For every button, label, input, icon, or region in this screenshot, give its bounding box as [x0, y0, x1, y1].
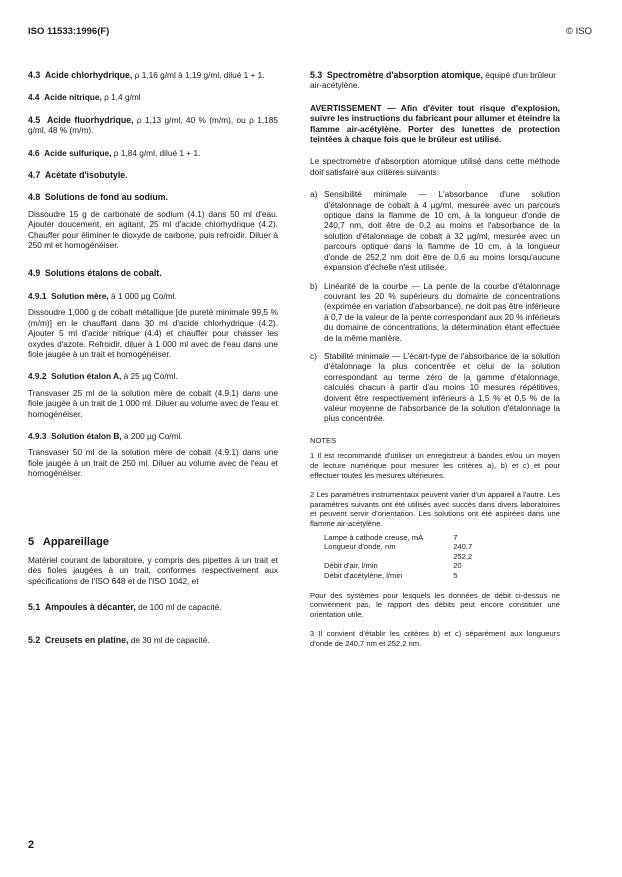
param-value: 7	[453, 532, 458, 542]
section-title: Acide fluorhydrique,	[46, 114, 134, 125]
criterion-label: c)	[310, 350, 317, 361]
section-text: ρ 1,13 g/ml, 40 % (m/m), ou ρ 1,185 g/ml, 48 % (m/m).	[28, 114, 278, 136]
section-text: de 30 ml de capacité.	[128, 634, 210, 645]
criterion-c	[310, 351, 560, 424]
section-title: Acétate d'isobutyle.	[44, 170, 128, 181]
section-4-7	[28, 170, 278, 180]
section-title: Spectromètre d'absorption atomique,	[326, 70, 483, 80]
section-text: à 200 µg Co/ml.	[121, 430, 183, 441]
criterion-text: Linéarité de la courbe — La pente de la courbe d'étalonnage couvrant les 20 % supérieurs du domaine de concentrations (exprimée en variation d'absorbance), ne doit pas être inférieure à 0,7 de la valeur de la pente correspondant aux 20 % inférieurs du domaine de concentrations, la détermination étant effectuée de la même manière.	[324, 280, 560, 343]
section-title: Ampoules à décanter,	[44, 602, 136, 613]
note-2-continued: Pour des systèmes pour lesquels les données de débit ci-dessus ne conviennent pas, le rapport des débits peut encore constituer une orientation utile.	[310, 590, 560, 619]
section-4-3	[28, 70, 278, 80]
section-number: 4.8	[28, 192, 41, 203]
note-2: 2 Les paramètres instrumentaux peuvent varier d'un appareil à l'autre. Les paramètres suivants ont été utilisés avec succès dans divers laboratoires et peuvent servir d'orientation. Les solutions ont été aspirées dans une flamme air-acétylène.	[310, 490, 560, 528]
section-text: de 100 ml de capacité.	[135, 602, 222, 613]
section-title: Solutions étalons de cobalt.	[44, 268, 162, 279]
criterion-label: a)	[310, 189, 318, 200]
section-number: 4.5	[28, 114, 41, 125]
instrument-parameters-table	[324, 533, 472, 581]
section-number: 4.9.1	[28, 290, 47, 301]
criterion-text: Stabilité minimale — L'écart-type de l'absorbance de la solution d'étalonnage la plus concentrée et celui de la solution correspondant au terme zéro de la gamme d'étalonnage, calculés chacun à partir d'au moins 10 mesures répétitives, doivent être respectivement inférieurs à 1,5 % et 0,5 % de la valeur moyenne de l'absorbance de la solution d'étalonnage la plus concentrée.	[324, 350, 560, 424]
section-number: 5	[28, 535, 35, 548]
page-number: 2	[28, 839, 35, 851]
section-number: 5.3	[310, 70, 323, 80]
section-4-4	[28, 92, 278, 102]
section-5-3	[310, 70, 560, 91]
section-number: 4.9	[28, 268, 41, 279]
section-text: à 1 000 µg Co/ml.	[108, 290, 177, 301]
criterion-b	[310, 281, 560, 343]
table-row	[324, 561, 472, 571]
section-text: ρ 1,16 g/ml à 1,19 g/ml, dilué 1 + 1.	[132, 70, 265, 80]
section-number: 4.9.2	[28, 371, 47, 382]
section-text: équipé d'un brûleur air-acétylène.	[310, 70, 557, 91]
notes-title: NOTES	[310, 435, 337, 445]
section-text: ρ 1,4 g/ml	[101, 92, 141, 103]
section-4-9-1	[28, 291, 278, 359]
section-4-5	[28, 115, 278, 136]
section-body: Dissoudre 1,000 g de cobalt métallique [de pureté minimale 99,5 % (m/m)] en le chauffant dans 30 ml d'acide chlorhydrique (4.2). Ajouter 5 ml d'acide nitrique (4.4) et chauffer pour chasser les oxydes d'azote. Refroidir, diluer à 1 000 ml avec de l'eau dans une fiole jaugée à un trait et homogénéiser.	[28, 307, 278, 359]
section-title: Solution mère,	[51, 290, 109, 301]
param-value: 20	[453, 561, 462, 571]
section-body: Dissoudre 15 g de carbonate de sodium (4.1) dans 50 ml d'eau. Ajouter doucement, en agitant, 25 ml d'acide chlorhydrique (4.2). Chauffer pour éliminer le dioxyde de carbone, puis refroidir. Diluer à 250 ml et homogénéiser.	[28, 208, 278, 251]
section-5-body: Matériel courant de laboratoire, y compris des pipettes à un trait et des fioles jaugées à un trait, conformes respectivement aux spécifications de l'ISO 648 et de l'ISO 1042, et	[28, 554, 278, 586]
section-5-1	[28, 602, 278, 612]
param-name: Longueur d'onde, nm	[324, 542, 396, 552]
param-name: Débit d'air, l/min	[324, 561, 378, 571]
criterion-text: Sensibilité minimale — L'absorbance d'une solution d'étalonnage de cobalt à 4 µg/ml, mesurée avec un parcours optique dans la flamme de 10 cm, à la longueur d'onde de 240,7 nm, doit être de 0,2 au moins et l'absorbance de la solution d'étalonnage de cobalt à 32 µg/ml, mesurée avec un parcours optique dans la flamme de 10 cm, à la longueur d'onde de 252,2 nm doit être de 0,6 au moins lorsqu'aucune expansion d'échelle n'est utilisée.	[324, 189, 560, 273]
param-value: 240,7	[453, 542, 473, 552]
section-4-9-2	[28, 371, 278, 419]
notes-section	[310, 436, 560, 649]
section-title: Solution étalon B,	[51, 430, 122, 441]
section-number: 4.6	[28, 147, 40, 158]
table-row	[324, 571, 472, 581]
section-number: 4.9.3	[28, 430, 47, 441]
section-4-8	[28, 192, 278, 250]
section-title: Appareillage	[42, 535, 109, 548]
section-number: 4.7	[28, 170, 41, 181]
section-title: Acide nitrique,	[44, 92, 102, 103]
param-value: 252,2	[453, 551, 473, 561]
section-title: Solutions de fond au sodium.	[44, 192, 169, 203]
param-name: Lampe à cathode creuse, mA	[324, 532, 424, 542]
section-text: ρ 1,84 g/ml, dilué 1 + 1.	[111, 147, 201, 158]
right-column	[310, 70, 560, 658]
section-5-heading	[28, 537, 278, 547]
criterion-label: b)	[310, 280, 318, 291]
section-body: Transvaser 50 ml de la solution mère de cobalt (4.9.1) dans une fiole jaugée à un trait de 250 ml. Diluer au volume avec de l'eau et homogénéiser.	[28, 447, 278, 479]
section-5-2	[28, 635, 278, 645]
section-title: Acide sulfurique,	[44, 147, 112, 158]
table-row	[324, 533, 472, 543]
criterion-a	[310, 189, 560, 272]
section-number: 4.3	[28, 70, 41, 80]
section-text: à 25 µg Co/ml.	[121, 371, 178, 382]
table-row	[324, 542, 472, 552]
section-4-9	[28, 268, 278, 278]
note-3: 3 Il convient d'établir les critères b) et c) séparément aux longueurs d'onde de 240,7 nm et 252,2 nm.	[310, 629, 560, 648]
section-body: Transvaser 25 ml de la solution mère de cobalt (4.9.1) dans une fiole jaugée à un trait de 1 000 ml. Diluer au volume avec de l'eau et homogénéiser.	[28, 387, 278, 419]
section-title: Solution étalon A,	[51, 371, 122, 382]
section-4-6	[28, 148, 278, 158]
copyright-mark: © ISO	[565, 26, 592, 37]
warning-paragraph: AVERTISSEMENT — Afin d'éviter tout risque d'explosion, suivre les instructions du fabricant pour allumer et éteindre la flamme air-acétylène. Porter des lunettes de protection teintées à chaque fois que le brûleur est utilisé.	[310, 102, 560, 145]
section-title: Creusets en platine,	[44, 634, 129, 645]
document-id: ISO 11533:1996(F)	[28, 26, 110, 37]
note-1: 1 Il est recommandé d'utiliser un enregistreur à bandes et/ou un moyen de lecture numérique pour mesurer les critères a), b) et c) et pour effectuer toutes les mesures ultérieures.	[310, 451, 560, 480]
param-name: Débit d'acétylène, l/min	[324, 570, 403, 580]
section-title: Acide chlorhydrique,	[44, 70, 133, 80]
param-name	[324, 552, 423, 562]
left-column	[28, 70, 278, 657]
param-value: 5	[453, 570, 458, 580]
table-row	[324, 552, 472, 562]
section-number: 4.4	[28, 92, 40, 103]
section-number: 5.1	[28, 602, 41, 613]
criteria-intro: Le spectromètre d'absorption atomique utilisé dans cette méthode doit satisfaire aux critères suivants:	[310, 156, 560, 177]
section-number: 5.2	[28, 634, 41, 645]
section-4-9-3	[28, 431, 278, 479]
